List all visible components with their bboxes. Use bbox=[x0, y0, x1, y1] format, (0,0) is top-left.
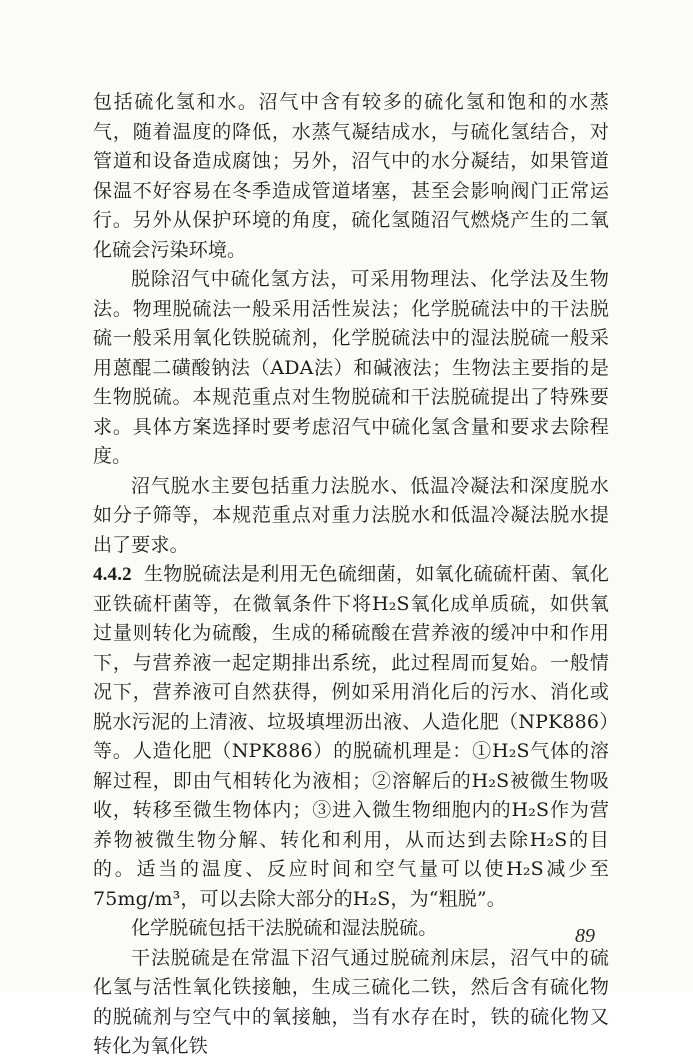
page-number: 89 bbox=[575, 925, 595, 947]
section-number: 4.4.2 bbox=[93, 564, 132, 585]
body-text bbox=[93, 88, 609, 1062]
paragraph-2: 脱除沼气中硫化氢方法，可采用物理法、化学法及生物法。物理脱硫法一般采用活性炭法；化学脱硫法中的干法脱硫一般采用氧化铁脱硫剂，化学脱硫法中的湿法脱硫一般采用蒽醌二磺酸钠法（ADA法）和碱液法；生物法主要指的是生物脱硫。本规范重点对生物脱硫和干法脱硫提出了特殊要求。具体方案选择时要考虑沼气中硫化氢含量和要求去除程度。 bbox=[93, 268, 609, 467]
paragraph-4-section-4-4-2 bbox=[93, 560, 609, 914]
paragraph-5: 化学脱硫包括干法脱硫和湿法脱硫。 bbox=[131, 917, 438, 939]
paragraph-4-text: 生物脱硫法是利用无色硫细菌，如氧化硫硫杆菌、氧化亚铁硫杆菌等，在微氧条件下将H₂S氧化成单质硫，如供氧过量则转化为硫酸，生成的稀硫酸在营养液的缓冲中和作用下，与营养液一起定期排出系统，此过程周而复始。一般情况下，营养液可自然获得，例如采用消化后的污水、消化或脱水污泥的上清液、垃圾填埋沥出液、人造化肥（NPK886）等。人造化肥（NPK886）的脱硫机理是：①H₂S气体的溶解过程，即由气相转化为液相；②溶解后的H₂S被微生物吸收，转移至微生物体内；③进入微生物细胞内的H₂S作为营养物被微生物分解、转化和利用，从而达到去除H₂S的目的。适当的温度、反应时间和空气量可以使H₂S减少至75mg/m³，可以去除大部分的H₂S，为“粗脱”。 bbox=[93, 563, 609, 910]
paragraph-1: 包括硫化氢和水。沼气中含有较多的硫化氢和饱和的水蒸气，随着温度的降低，水蒸气凝结成水，与硫化氢结合，对管道和设备造成腐蚀；另外，沼气中的水分凝结，如果管道保温不好容易在冬季造成管道堵塞，甚至会影响阀门正常运行。另外从保护环境的角度，硫化氢随沼气燃烧产生的二氧化硫会污染环境。 bbox=[93, 91, 609, 261]
paragraph-6: 干法脱硫是在常温下沼气通过脱硫剂床层，沼气中的硫化氢与活性氧化铁接触，生成三硫化二铁，然后含有硫化物的脱硫剂与空气中的氧接触，当有水存在时，铁的硫化物又转化为氧化铁 bbox=[93, 946, 609, 1057]
paragraph-3: 沼气脱水主要包括重力法脱水、低温冷凝法和深度脱水如分子筛等，本规范重点对重力法脱水和低温冷凝法脱水提出了要求。 bbox=[93, 474, 609, 556]
